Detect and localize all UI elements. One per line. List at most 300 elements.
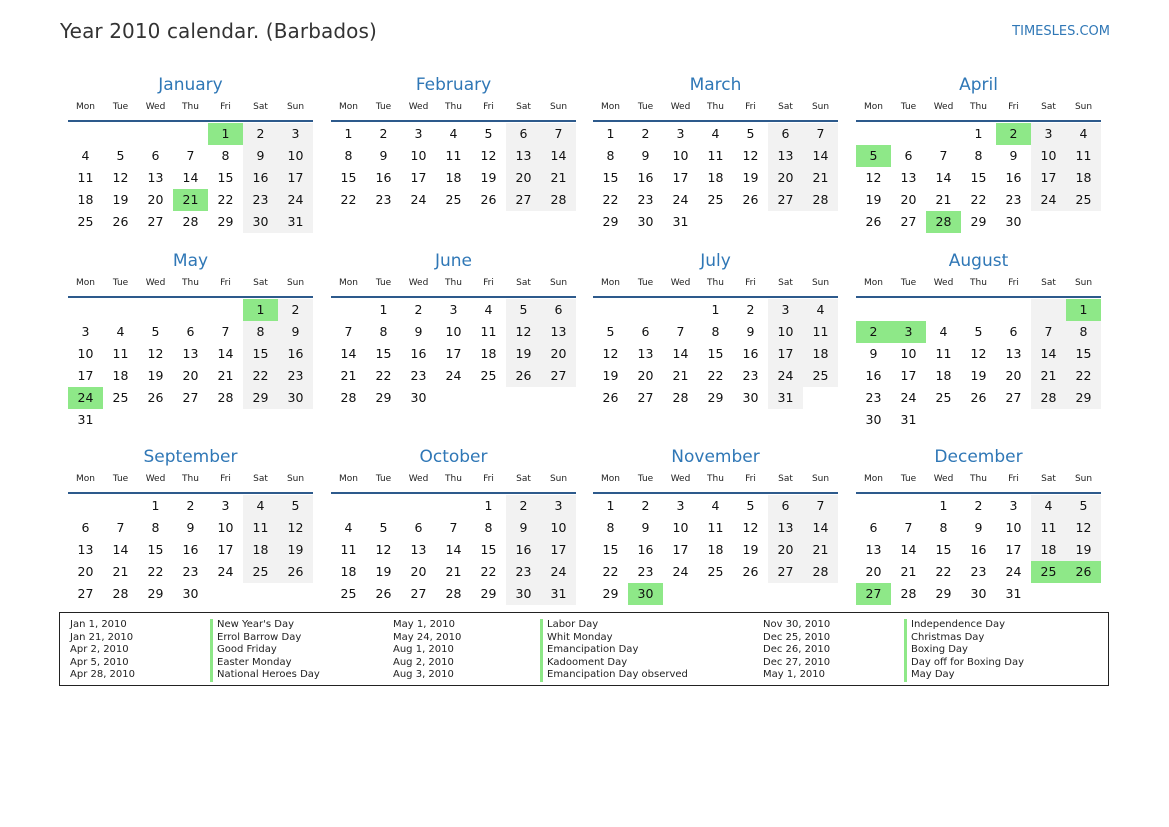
day-cell: 14 bbox=[1031, 343, 1066, 365]
day-cell: 17 bbox=[1031, 167, 1066, 189]
weekday-label: Fri bbox=[1008, 474, 1019, 484]
empty-cell bbox=[68, 123, 103, 145]
day-cell: 8 bbox=[243, 321, 278, 343]
weekday-label: Tue bbox=[637, 102, 654, 112]
day-cell: 16 bbox=[865, 368, 882, 383]
day-cell: 6 bbox=[768, 495, 803, 517]
weekday-header bbox=[593, 472, 838, 492]
day-cell: 21 bbox=[217, 368, 234, 383]
day-cell: 8 bbox=[151, 520, 160, 535]
weekday-label: Sun bbox=[286, 278, 305, 288]
day-cell: 15 bbox=[970, 170, 987, 185]
weekday-label: Sun bbox=[811, 278, 830, 288]
day-cell: 2 bbox=[974, 498, 983, 513]
holiday-day-cell: 2 bbox=[856, 321, 891, 343]
day-cell: 12 bbox=[1066, 517, 1101, 539]
day-cell: 17 bbox=[541, 539, 576, 561]
day-cell: 26 bbox=[602, 390, 619, 405]
day-grid bbox=[593, 299, 838, 409]
day-cell: 27 bbox=[541, 365, 576, 387]
day-cell: 21 bbox=[900, 564, 917, 579]
empty-cell bbox=[926, 299, 961, 321]
day-cell: 28 bbox=[217, 390, 234, 405]
day-cell: 10 bbox=[77, 346, 94, 361]
empty-cell bbox=[103, 299, 138, 321]
day-cell: 7 bbox=[803, 495, 838, 517]
day-cell: 10 bbox=[278, 145, 313, 167]
holiday-dates-column bbox=[393, 619, 461, 682]
month-name: March bbox=[689, 75, 742, 95]
day-cell: 14 bbox=[803, 145, 838, 167]
weekday-header bbox=[68, 100, 313, 120]
header-rule bbox=[856, 296, 1101, 298]
empty-cell bbox=[138, 299, 173, 321]
day-cell: 5 bbox=[151, 324, 160, 339]
day-cell: 29 bbox=[602, 586, 619, 601]
weekday-label: Thu bbox=[445, 102, 462, 112]
weekday-label: Wed bbox=[145, 474, 166, 484]
empty-cell bbox=[961, 299, 996, 321]
day-cell: 31 bbox=[1005, 586, 1022, 601]
weekday-label: Fri bbox=[220, 102, 231, 112]
day-cell: 14 bbox=[112, 542, 129, 557]
day-cell: 1 bbox=[484, 498, 493, 513]
month-name: December bbox=[934, 447, 1023, 467]
day-cell: 20 bbox=[1005, 368, 1022, 383]
day-cell: 21 bbox=[541, 167, 576, 189]
day-cell: 22 bbox=[375, 368, 392, 383]
day-cell: 9 bbox=[974, 520, 983, 535]
weekday-header bbox=[856, 276, 1101, 296]
header-rule bbox=[856, 120, 1101, 122]
day-cell: 25 bbox=[707, 564, 724, 579]
header-rule bbox=[593, 492, 838, 494]
month-name: January bbox=[158, 75, 223, 95]
day-cell: 9 bbox=[746, 324, 755, 339]
day-cell: 18 bbox=[1031, 539, 1066, 561]
day-cell: 12 bbox=[865, 170, 882, 185]
holiday-name: Boxing Day bbox=[904, 644, 1024, 657]
day-cell: 6 bbox=[506, 123, 541, 145]
weekday-label: Sun bbox=[286, 474, 305, 484]
day-cell: 10 bbox=[541, 517, 576, 539]
month-october bbox=[331, 446, 576, 605]
weekday-label: Mon bbox=[601, 102, 620, 112]
empty-cell bbox=[663, 299, 698, 321]
day-cell: 29 bbox=[707, 390, 724, 405]
weekday-label: Sun bbox=[549, 474, 568, 484]
day-cell: 14 bbox=[900, 542, 917, 557]
weekday-label: Thu bbox=[970, 474, 987, 484]
month-name: August bbox=[948, 251, 1009, 271]
day-cell: 29 bbox=[375, 390, 392, 405]
day-cell: 4 bbox=[711, 126, 720, 141]
weekday-label: Fri bbox=[745, 102, 756, 112]
day-cell: 6 bbox=[186, 324, 195, 339]
empty-cell bbox=[173, 123, 208, 145]
day-cell: 20 bbox=[637, 368, 654, 383]
day-cell: 12 bbox=[742, 520, 759, 535]
day-cell: 31 bbox=[672, 214, 689, 229]
site-link[interactable]: TIMESLES.COM bbox=[1012, 24, 1110, 39]
day-cell: 1 bbox=[344, 126, 353, 141]
day-cell: 25 bbox=[77, 214, 94, 229]
day-cell: 28 bbox=[803, 561, 838, 583]
day-cell: 28 bbox=[445, 586, 462, 601]
day-cell: 14 bbox=[217, 346, 234, 361]
day-cell: 2 bbox=[746, 302, 755, 317]
weekday-label: Tue bbox=[900, 474, 917, 484]
weekday-label: Fri bbox=[483, 278, 494, 288]
empty-cell bbox=[436, 495, 471, 517]
holiday-date: Dec 25, 2010 bbox=[763, 631, 831, 643]
day-cell: 26 bbox=[742, 564, 759, 579]
day-cell: 2 bbox=[506, 495, 541, 517]
day-cell: 21 bbox=[803, 539, 838, 561]
day-cell: 9 bbox=[506, 517, 541, 539]
day-cell: 1 bbox=[606, 126, 615, 141]
holiday-date: Dec 26, 2010 bbox=[763, 644, 831, 656]
holiday-name: Day off for Boxing Day bbox=[904, 657, 1024, 670]
weekday-label: Sun bbox=[549, 278, 568, 288]
day-cell: 13 bbox=[637, 346, 654, 361]
day-cell: 13 bbox=[506, 145, 541, 167]
day-cell: 28 bbox=[900, 586, 917, 601]
day-cell: 4 bbox=[484, 302, 493, 317]
day-cell: 29 bbox=[970, 214, 987, 229]
holiday-name: Independence Day bbox=[904, 619, 1024, 632]
day-cell: 8 bbox=[711, 324, 720, 339]
empty-cell bbox=[856, 495, 891, 517]
weekday-label: Fri bbox=[1008, 278, 1019, 288]
holiday-date: Aug 2, 2010 bbox=[393, 656, 454, 668]
day-cell: 29 bbox=[243, 387, 278, 409]
day-cell: 29 bbox=[1066, 387, 1101, 409]
holiday-date: Aug 1, 2010 bbox=[393, 644, 454, 656]
day-cell: 28 bbox=[803, 189, 838, 211]
day-cell: 1 bbox=[606, 498, 615, 513]
header-rule bbox=[331, 120, 576, 122]
day-cell: 12 bbox=[970, 346, 987, 361]
weekday-header bbox=[331, 472, 576, 492]
weekday-label: Tue bbox=[112, 278, 129, 288]
weekday-label: Wed bbox=[933, 102, 954, 112]
day-cell: 31 bbox=[900, 412, 917, 427]
day-cell: 20 bbox=[506, 167, 541, 189]
day-cell: 17 bbox=[410, 170, 427, 185]
day-cell: 7 bbox=[221, 324, 230, 339]
empty-cell bbox=[891, 299, 926, 321]
weekday-header bbox=[593, 100, 838, 120]
day-cell: 26 bbox=[480, 192, 497, 207]
weekday-label: Sun bbox=[1074, 102, 1093, 112]
header-rule bbox=[593, 120, 838, 122]
day-cell: 17 bbox=[900, 368, 917, 383]
weekday-label: Sat bbox=[516, 102, 531, 112]
page-title: Year 2010 calendar. (Barbados) bbox=[60, 19, 377, 43]
day-cell: 19 bbox=[970, 368, 987, 383]
day-cell: 28 bbox=[541, 189, 576, 211]
day-cell: 16 bbox=[1005, 170, 1022, 185]
empty-cell bbox=[401, 495, 436, 517]
empty-cell bbox=[1031, 299, 1066, 321]
day-cell: 15 bbox=[602, 542, 619, 557]
day-cell: 3 bbox=[541, 495, 576, 517]
day-cell: 2 bbox=[641, 126, 650, 141]
day-grid bbox=[331, 299, 576, 409]
holiday-name: Whit Monday bbox=[540, 632, 688, 645]
weekday-label: Fri bbox=[745, 278, 756, 288]
empty-cell bbox=[856, 299, 891, 321]
holiday-name: Emancipation Day observed bbox=[540, 669, 688, 682]
day-cell: 9 bbox=[641, 520, 650, 535]
day-cell: 16 bbox=[243, 167, 278, 189]
weekday-label: Thu bbox=[970, 278, 987, 288]
day-cell: 3 bbox=[414, 126, 423, 141]
weekday-label: Mon bbox=[864, 474, 883, 484]
day-cell: 22 bbox=[602, 192, 619, 207]
day-cell: 27 bbox=[182, 390, 199, 405]
weekday-label: Tue bbox=[900, 102, 917, 112]
weekday-header bbox=[68, 276, 313, 296]
day-cell: 1 bbox=[974, 126, 983, 141]
day-cell: 19 bbox=[278, 539, 313, 561]
day-cell: 24 bbox=[541, 561, 576, 583]
day-cell: 11 bbox=[707, 520, 724, 535]
day-cell: 7 bbox=[803, 123, 838, 145]
day-cell: 6 bbox=[768, 123, 803, 145]
month-december bbox=[856, 446, 1101, 605]
day-cell: 7 bbox=[449, 520, 458, 535]
weekday-label: Wed bbox=[408, 278, 429, 288]
day-cell: 30 bbox=[182, 586, 199, 601]
day-cell: 25 bbox=[1066, 189, 1101, 211]
day-cell: 13 bbox=[768, 517, 803, 539]
day-cell: 19 bbox=[742, 170, 759, 185]
day-cell: 25 bbox=[480, 368, 497, 383]
weekday-label: Mon bbox=[339, 278, 358, 288]
day-cell: 26 bbox=[865, 214, 882, 229]
day-grid bbox=[331, 495, 576, 605]
holiday-name: Easter Monday bbox=[210, 657, 320, 670]
day-cell: 8 bbox=[484, 520, 493, 535]
day-cell: 13 bbox=[1005, 346, 1022, 361]
holiday-day-cell: 24 bbox=[68, 387, 103, 409]
holiday-date: Dec 27, 2010 bbox=[763, 656, 831, 668]
month-name: February bbox=[415, 75, 492, 95]
day-cell: 10 bbox=[672, 520, 689, 535]
day-cell: 17 bbox=[217, 542, 234, 557]
month-august bbox=[856, 250, 1101, 431]
day-cell: 7 bbox=[186, 148, 195, 163]
holiday-name: Christmas Day bbox=[904, 632, 1024, 645]
day-cell: 27 bbox=[1005, 390, 1022, 405]
day-cell: 30 bbox=[637, 214, 654, 229]
day-cell: 8 bbox=[221, 148, 230, 163]
holiday-date: May 24, 2010 bbox=[393, 631, 462, 643]
month-september bbox=[68, 446, 313, 605]
day-cell: 13 bbox=[865, 542, 882, 557]
day-cell: 29 bbox=[217, 214, 234, 229]
weekday-label: Sat bbox=[253, 474, 268, 484]
month-april bbox=[856, 74, 1101, 233]
day-cell: 3 bbox=[768, 299, 803, 321]
weekday-label: Tue bbox=[375, 474, 392, 484]
holiday-day-cell: 1 bbox=[243, 299, 278, 321]
weekday-label: Fri bbox=[1008, 102, 1019, 112]
empty-cell bbox=[68, 299, 103, 321]
day-cell: 30 bbox=[506, 583, 541, 605]
day-cell: 22 bbox=[217, 192, 234, 207]
day-cell: 7 bbox=[116, 520, 125, 535]
day-cell: 28 bbox=[112, 586, 129, 601]
day-cell: 22 bbox=[1066, 365, 1101, 387]
weekday-label: Mon bbox=[601, 278, 620, 288]
day-cell: 6 bbox=[81, 520, 90, 535]
empty-cell bbox=[593, 299, 628, 321]
day-cell: 15 bbox=[480, 542, 497, 557]
day-grid bbox=[593, 123, 838, 233]
day-cell: 5 bbox=[746, 126, 755, 141]
day-cell: 25 bbox=[340, 586, 357, 601]
day-cell: 21 bbox=[340, 368, 357, 383]
month-march bbox=[593, 74, 838, 233]
day-cell: 8 bbox=[344, 148, 353, 163]
day-cell: 4 bbox=[449, 126, 458, 141]
day-cell: 7 bbox=[904, 520, 913, 535]
month-name: May bbox=[172, 251, 209, 271]
weekday-label: Wed bbox=[145, 102, 166, 112]
day-cell: 26 bbox=[970, 390, 987, 405]
day-cell: 22 bbox=[602, 564, 619, 579]
day-cell: 29 bbox=[147, 586, 164, 601]
weekday-header bbox=[856, 100, 1101, 120]
day-cell: 14 bbox=[445, 542, 462, 557]
holiday-name: Good Friday bbox=[210, 644, 320, 657]
holiday-day-cell: 21 bbox=[173, 189, 208, 211]
weekday-label: Sat bbox=[253, 278, 268, 288]
day-cell: 6 bbox=[904, 148, 913, 163]
empty-cell bbox=[173, 299, 208, 321]
day-cell: 3 bbox=[1009, 498, 1018, 513]
day-cell: 22 bbox=[970, 192, 987, 207]
weekday-label: Tue bbox=[112, 474, 129, 484]
day-cell: 11 bbox=[1031, 517, 1066, 539]
day-cell: 9 bbox=[186, 520, 195, 535]
day-cell: 27 bbox=[768, 189, 803, 211]
weekday-label: Wed bbox=[670, 474, 691, 484]
day-cell: 27 bbox=[147, 214, 164, 229]
month-january bbox=[68, 74, 313, 233]
day-cell: 18 bbox=[243, 539, 278, 561]
day-cell: 11 bbox=[445, 148, 462, 163]
day-cell: 23 bbox=[506, 561, 541, 583]
holiday-day-cell: 25 bbox=[1031, 561, 1066, 583]
weekday-header bbox=[331, 100, 576, 120]
day-cell: 16 bbox=[637, 542, 654, 557]
month-june bbox=[331, 250, 576, 409]
day-cell: 4 bbox=[711, 498, 720, 513]
empty-cell bbox=[331, 299, 366, 321]
weekday-label: Wed bbox=[933, 278, 954, 288]
day-cell: 9 bbox=[379, 148, 388, 163]
weekday-label: Mon bbox=[864, 102, 883, 112]
day-cell: 24 bbox=[278, 189, 313, 211]
holiday-day-cell: 1 bbox=[1066, 299, 1101, 321]
day-cell: 30 bbox=[410, 390, 427, 405]
day-cell: 28 bbox=[672, 390, 689, 405]
day-cell: 24 bbox=[1005, 564, 1022, 579]
day-cell: 1 bbox=[939, 498, 948, 513]
weekday-label: Fri bbox=[483, 102, 494, 112]
day-cell: 21 bbox=[803, 167, 838, 189]
day-cell: 15 bbox=[243, 343, 278, 365]
day-cell: 4 bbox=[243, 495, 278, 517]
day-cell: 16 bbox=[375, 170, 392, 185]
day-cell: 19 bbox=[147, 368, 164, 383]
day-cell: 6 bbox=[869, 520, 878, 535]
weekday-label: Thu bbox=[445, 474, 462, 484]
weekday-label: Sat bbox=[1041, 474, 1056, 484]
day-cell: 19 bbox=[602, 368, 619, 383]
day-cell: 20 bbox=[900, 192, 917, 207]
holiday-date: Apr 2, 2010 bbox=[70, 644, 129, 656]
day-cell: 11 bbox=[803, 321, 838, 343]
day-cell: 4 bbox=[116, 324, 125, 339]
day-cell: 16 bbox=[506, 539, 541, 561]
day-grid bbox=[68, 495, 313, 605]
weekday-label: Thu bbox=[707, 102, 724, 112]
day-grid bbox=[856, 495, 1101, 605]
day-cell: 28 bbox=[1031, 387, 1066, 409]
day-cell: 23 bbox=[637, 564, 654, 579]
day-cell: 7 bbox=[939, 148, 948, 163]
day-cell: 15 bbox=[147, 542, 164, 557]
day-cell: 2 bbox=[641, 498, 650, 513]
day-cell: 25 bbox=[243, 561, 278, 583]
day-cell: 25 bbox=[803, 365, 838, 387]
holiday-name: Emancipation Day bbox=[540, 644, 688, 657]
day-cell: 15 bbox=[375, 346, 392, 361]
day-cell: 11 bbox=[77, 170, 94, 185]
day-cell: 31 bbox=[278, 211, 313, 233]
weekday-header bbox=[331, 276, 576, 296]
day-cell: 19 bbox=[1066, 539, 1101, 561]
day-cell: 26 bbox=[112, 214, 129, 229]
empty-cell bbox=[366, 495, 401, 517]
holiday-day-cell: 26 bbox=[1066, 561, 1101, 583]
day-cell: 24 bbox=[768, 365, 803, 387]
holiday-day-cell: 5 bbox=[856, 145, 891, 167]
day-cell: 23 bbox=[182, 564, 199, 579]
weekday-label: Thu bbox=[182, 278, 199, 288]
day-cell: 4 bbox=[939, 324, 948, 339]
day-cell: 17 bbox=[768, 343, 803, 365]
day-cell: 11 bbox=[707, 148, 724, 163]
holiday-date: Aug 3, 2010 bbox=[393, 669, 454, 681]
day-cell: 19 bbox=[865, 192, 882, 207]
empty-cell bbox=[891, 495, 926, 517]
day-cell: 8 bbox=[1066, 321, 1101, 343]
day-cell: 5 bbox=[974, 324, 983, 339]
weekday-label: Sat bbox=[516, 278, 531, 288]
holiday-day-cell: 1 bbox=[208, 123, 243, 145]
weekday-label: Thu bbox=[707, 278, 724, 288]
day-cell: 12 bbox=[506, 321, 541, 343]
holiday-name: May Day bbox=[904, 669, 1024, 682]
day-cell: 20 bbox=[77, 564, 94, 579]
weekday-label: Wed bbox=[670, 102, 691, 112]
